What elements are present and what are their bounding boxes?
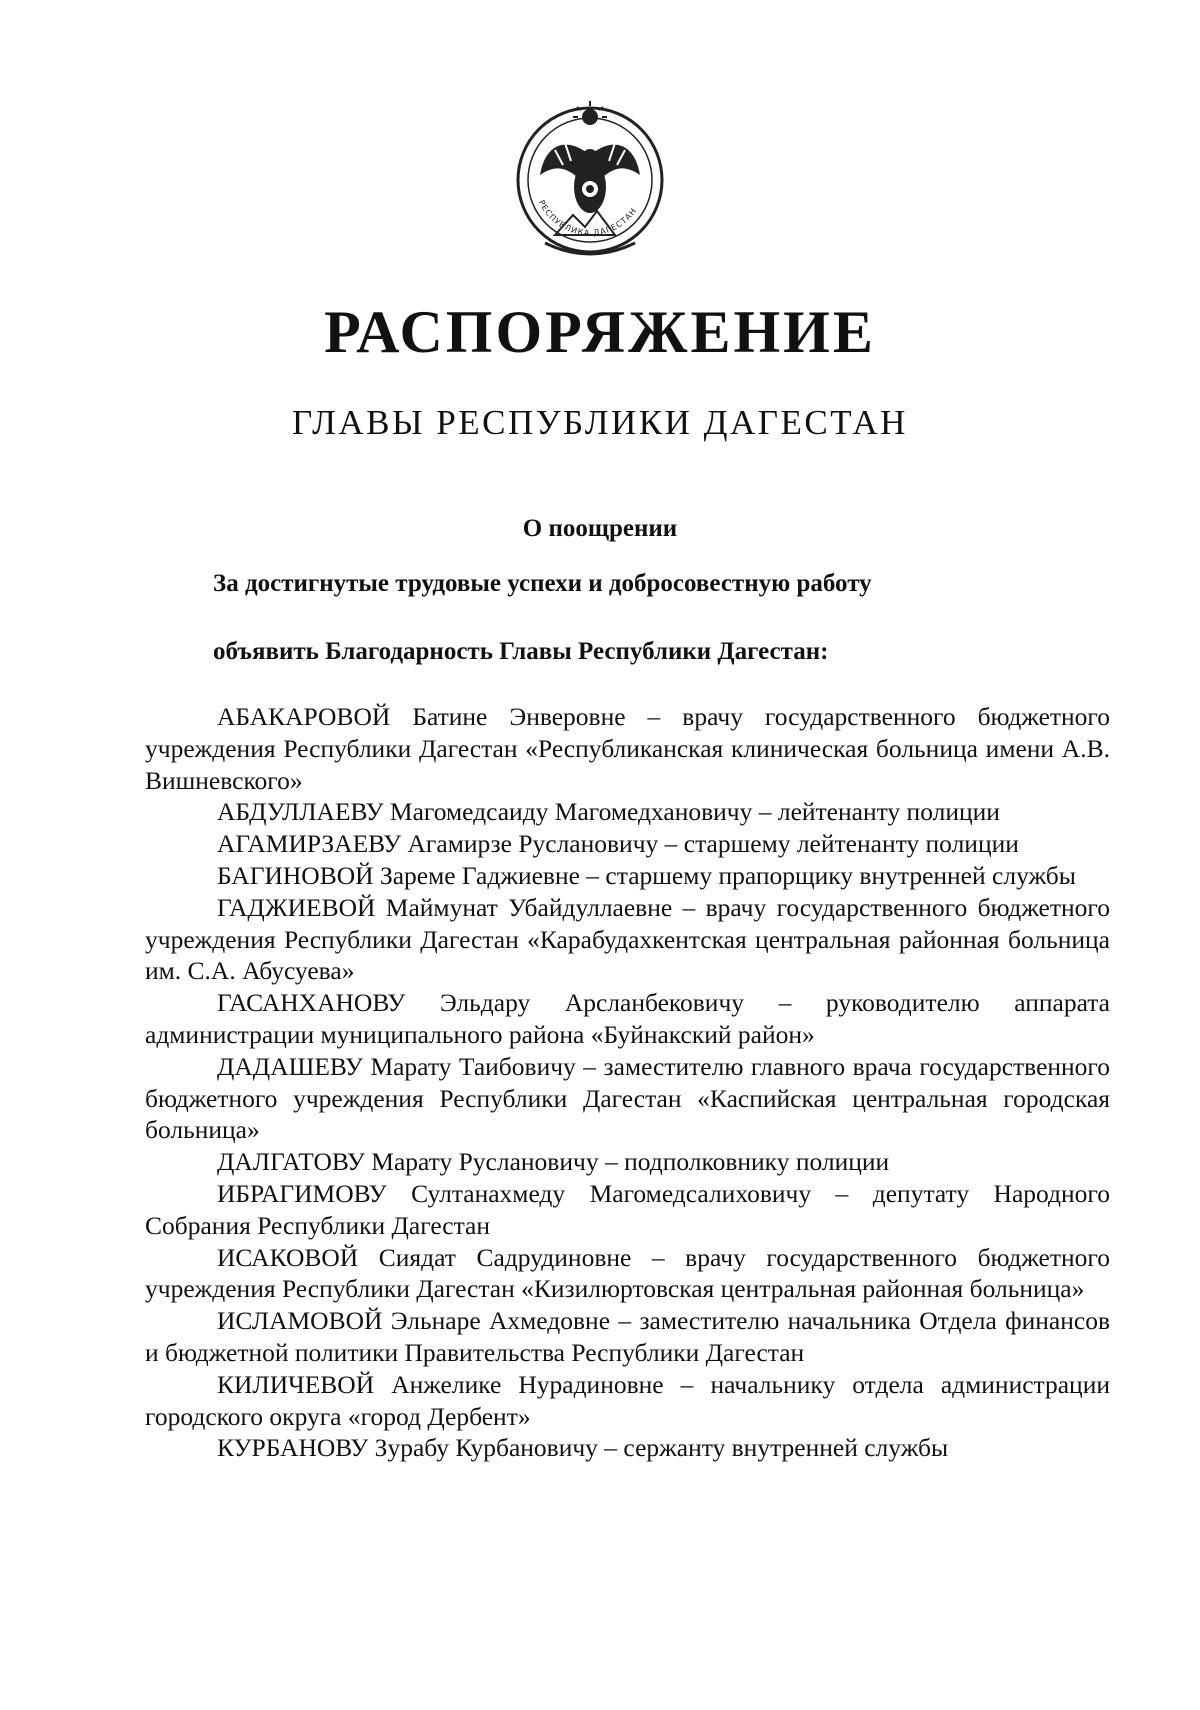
awardee-surname: БАГИНОВОЙ (217, 860, 374, 890)
awardee-list (145, 701, 1110, 1464)
awardee-surname: ДАДАШЕВУ (217, 1051, 363, 1081)
announcement-line: объявить Благодарность Главы Республики Дагестан: (213, 638, 829, 665)
list-item (145, 701, 1110, 796)
awardee-details: Эльдару Арсланбековичу – руководителю аппарата администрации муниципального района «Буйнакский район» (145, 988, 1110, 1049)
list-item (145, 796, 1110, 828)
awardee-details: Зурабу Курбановичу – сержанту внутренней службы (374, 1433, 949, 1463)
awardee-details: Сиядат Садрудиновне – врачу государственного бюджетного учреждения Республики Дагестан «Кизилюртовская центральная районная больница» (145, 1242, 1110, 1304)
list-item (145, 860, 1110, 892)
awardee-surname: АБАКАРОВОЙ (217, 702, 391, 731)
awardee-surname: АБДУЛЛАЕВУ (217, 797, 384, 827)
awardee-details: Батине Энверовне – врачу государственного бюджетного учреждения Республики Дагестан «Республиканская клиническая больница имени А.В. Вишневского» (145, 702, 1111, 795)
awardee-surname: ГАДЖИЕВОЙ (217, 892, 376, 922)
list-item (145, 1051, 1110, 1146)
list-item (145, 987, 1110, 1051)
awardee-surname: ИСАКОВОЙ (217, 1242, 359, 1272)
svg-text:РЕСПУБЛИКА ДАГЕСТАН: РЕСПУБЛИКА ДАГЕСТАН (536, 198, 639, 238)
awardee-surname: ДАЛГАТОВУ (217, 1147, 365, 1177)
list-item (145, 1242, 1110, 1306)
document-title: РАСПОРЯЖЕНИЕ (324, 299, 876, 365)
awardee-surname: АГАМИРЗАЕВУ (217, 829, 402, 859)
awardee-details: Марату Таибовичу – заместителю главного врача государственного бюджетного учреждения Республики Дагестан «Каспийская центральная городская больница» (145, 1051, 1111, 1145)
awardee-surname: ИСЛАМОВОЙ (217, 1306, 383, 1336)
list-item (145, 1305, 1110, 1369)
list-item (145, 828, 1110, 860)
subject-heading: О поощрении (522, 515, 678, 542)
awardee-details: Анжелике Нурадиновне – начальнику отдела администрации городского округа «город Дербент» (145, 1369, 1111, 1431)
awardee-details: Агамирзе Руслановичу – старшему лейтенанту полиции (407, 829, 1019, 859)
awardee-surname: ГАСАНХАНОВУ (217, 988, 406, 1018)
list-item (145, 1369, 1110, 1433)
awardee-details: Маймунат Убайдуллаевне – врачу государственного бюджетного учреждения Республики Дагестан «Карабудахкентская центральная районная больница им. С.А. Абусуева» (145, 892, 1110, 986)
awardee-details: Марату Руслановичу – подполковнику полиции (371, 1147, 890, 1177)
list-item (145, 892, 1110, 987)
awardee-surname: КУРБАНОВУ (217, 1433, 369, 1463)
awardee-surname: КИЛИЧЕВОЙ (217, 1369, 375, 1399)
reason-line: За достигнутые трудовые успехи и добросовестную работу (213, 570, 872, 597)
awardee-details: Султанахмеду Магомедсалиховичу – депутату Народного Собрания Республики Дагестан (145, 1178, 1110, 1240)
document-subtitle: ГЛАВЫ РЕСПУБЛИКИ ДАГЕСТАН (292, 403, 908, 442)
list-item (145, 1432, 1110, 1464)
list-item (145, 1178, 1110, 1242)
awardee-details: Эльнаре Ахмедовне – заместителю начальника Отдела финансов и бюджетной политики Правительства Республики Дагестан (145, 1306, 1111, 1367)
awardee-surname: ИБРАГИМОВУ (217, 1178, 387, 1208)
coat-of-arms-emblem (505, 95, 675, 265)
awardee-details: Магомедсаиду Магомедхановичу – лейтенанту полиции (389, 797, 1000, 827)
dagestan-coat-of-arms-icon (505, 95, 675, 265)
list-item (145, 1146, 1110, 1178)
awardee-details: Зареме Гаджиевне – старшему прапорщику внутренней службы (379, 860, 1076, 890)
